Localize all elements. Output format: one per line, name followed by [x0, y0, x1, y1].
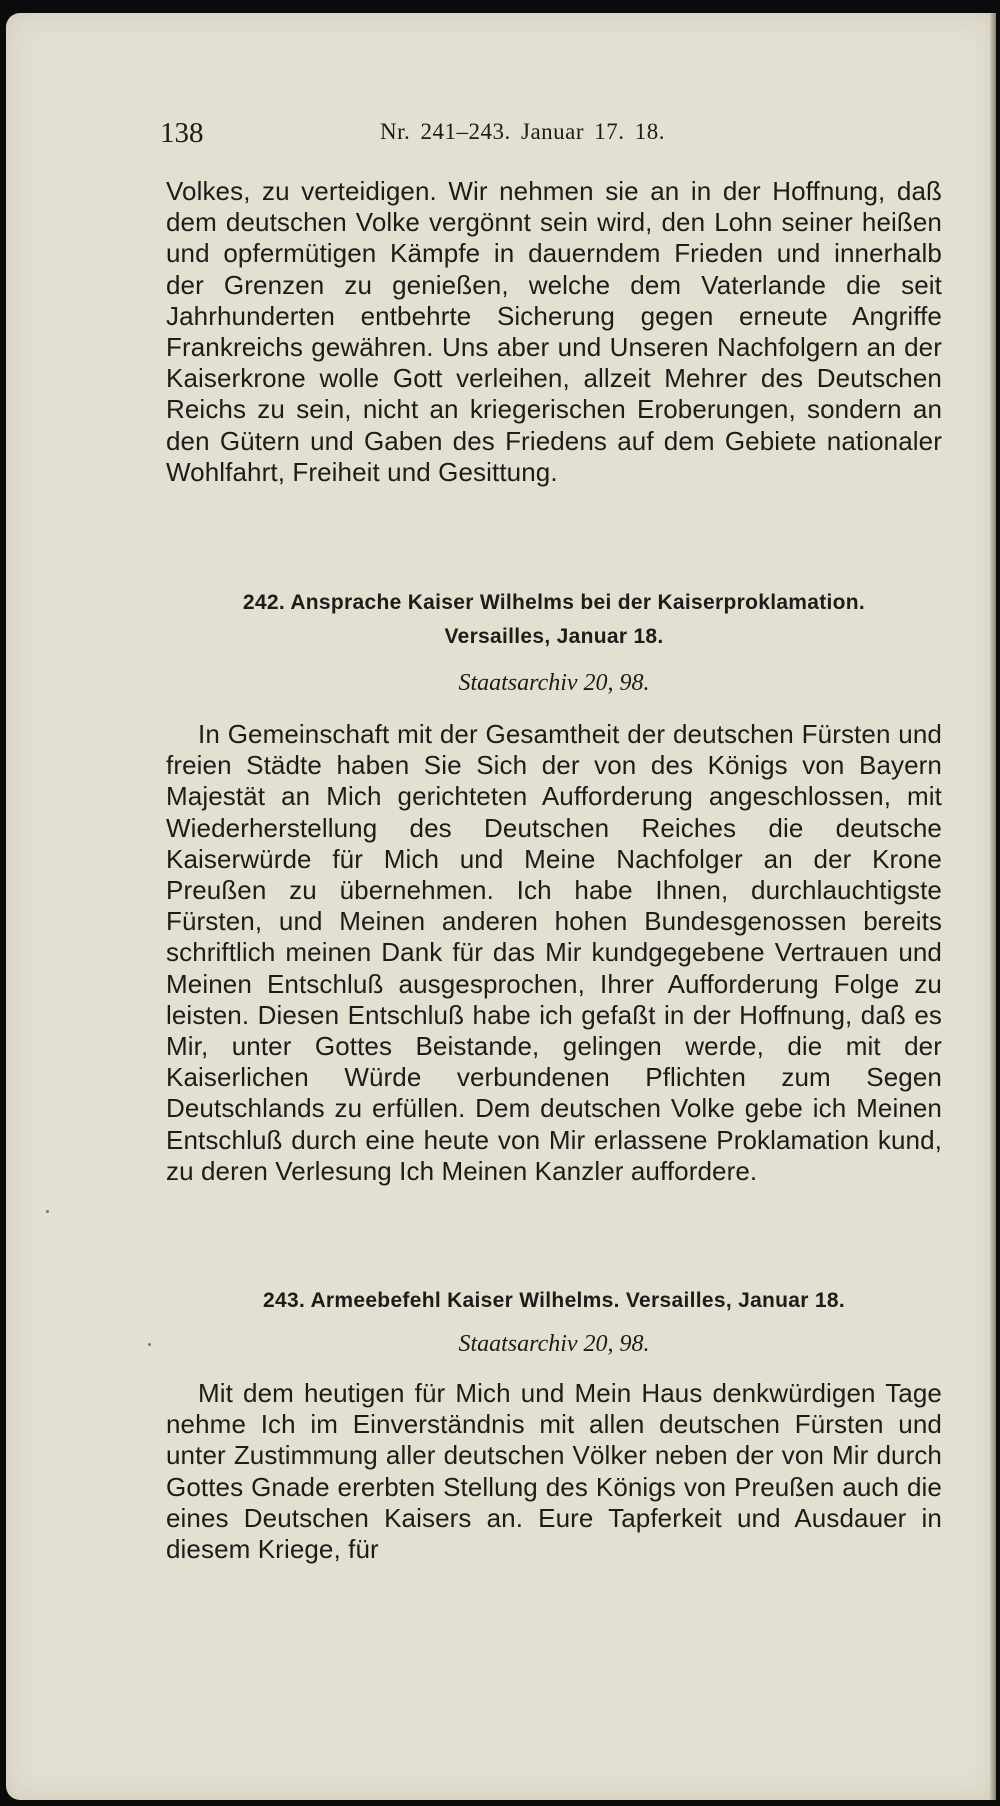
paper-speck [148, 1343, 151, 1346]
section-242-source: Staatsarchiv 20, 98. [458, 670, 650, 696]
section-243-paragraph: Mit dem heutigen für Mich und Mein Haus denkwürdigen Tage nehme Ich im Einverständnis mit allen deutschen Fürsten und unter Zustimmung aller deutschen Völker neben der von Mir durch Gottes Gnade ererbten Stellung des Königs von Preußen auch die eines Deutschen Kaisers an. Eure Tapferkeit und Ausdauer in diesem Kriege, für [166, 1378, 942, 1565]
running-head: Nr. 241–243. Januar 17. 18. [380, 119, 666, 144]
paper-speck [46, 1210, 49, 1213]
section-243-source: Staatsarchiv 20, 98. [458, 1331, 650, 1357]
section-243-heading: 243. Armeebefehl Kaiser Wilhelms. Versailles, Januar 18. [263, 1289, 845, 1312]
section-242-paragraph: In Gemeinschaft mit der Gesamtheit der deutschen Fürsten und freien Städte haben Sie Sich der von des Königs von Bayern Majestät an Mich gerichteten Aufforderung angeschlossen, mit Wiederherstellung des Deutschen Reiches die deutsche Kaiserwürde für Mich und Meine Nachfolger an der Krone Preußen zu übernehmen. Ich habe Ihnen, durchlauchtigste Fürsten, und Meinen anderen hohen Bundesgenossen bereits schriftlich meinen Dank für das Mir kundgegebene Vertrauen und Meinen Entschluß ausgesprochen, Ihrer Aufforderung Folge zu leisten. Diesen Entschluß habe ich gefaßt in der Hoffnung, daß es Mir, unter Gottes Beistande, gelingen werde, die mit der Kaiserlichen Würde verbundenen Pflichten zum Segen Deutschlands zu erfüllen. Dem deutschen Volke gebe ich Meinen Entschluß durch eine heute von Mir erlassene Proklamation kund, zu deren Verlesung Ich Meinen Kanzler auffordere. [166, 719, 942, 1186]
page-edge [990, 13, 996, 1800]
page-header [160, 117, 720, 157]
section-242-place-date: Versailles, Januar 18. [444, 625, 664, 648]
continuation-paragraph: Volkes, zu verteidigen. Wir nehmen sie an in der Hoffnung, daß dem deutschen Volke vergönnt sein wird, den Lohn seiner heißen und opfermütigen Kämpfe in dauerndem Frieden und innerhalb der Grenzen zu genießen, welche dem Vaterlande die seit Jahrhunderten entbehrte Sicherung gegen erneute Angriffe Frankreichs gewähren. Uns aber und Unseren Nachfolgern an der Kaiserkrone wolle Gott verleihen, allzeit Mehrer des Deutschen Reichs zu sein, nicht an kriegerischen Eroberungen, sondern an den Gütern und Gaben des Friedens auf dem Gebiete nationaler Wohlfahrt, Freiheit und Gesittung. [166, 176, 942, 487]
section-242-heading [166, 586, 942, 654]
section-242-title: 242. Ansprache Kaiser Wilhelms bei der Kaiserproklamation. [242, 591, 866, 614]
page-number: 138 [160, 117, 204, 149]
